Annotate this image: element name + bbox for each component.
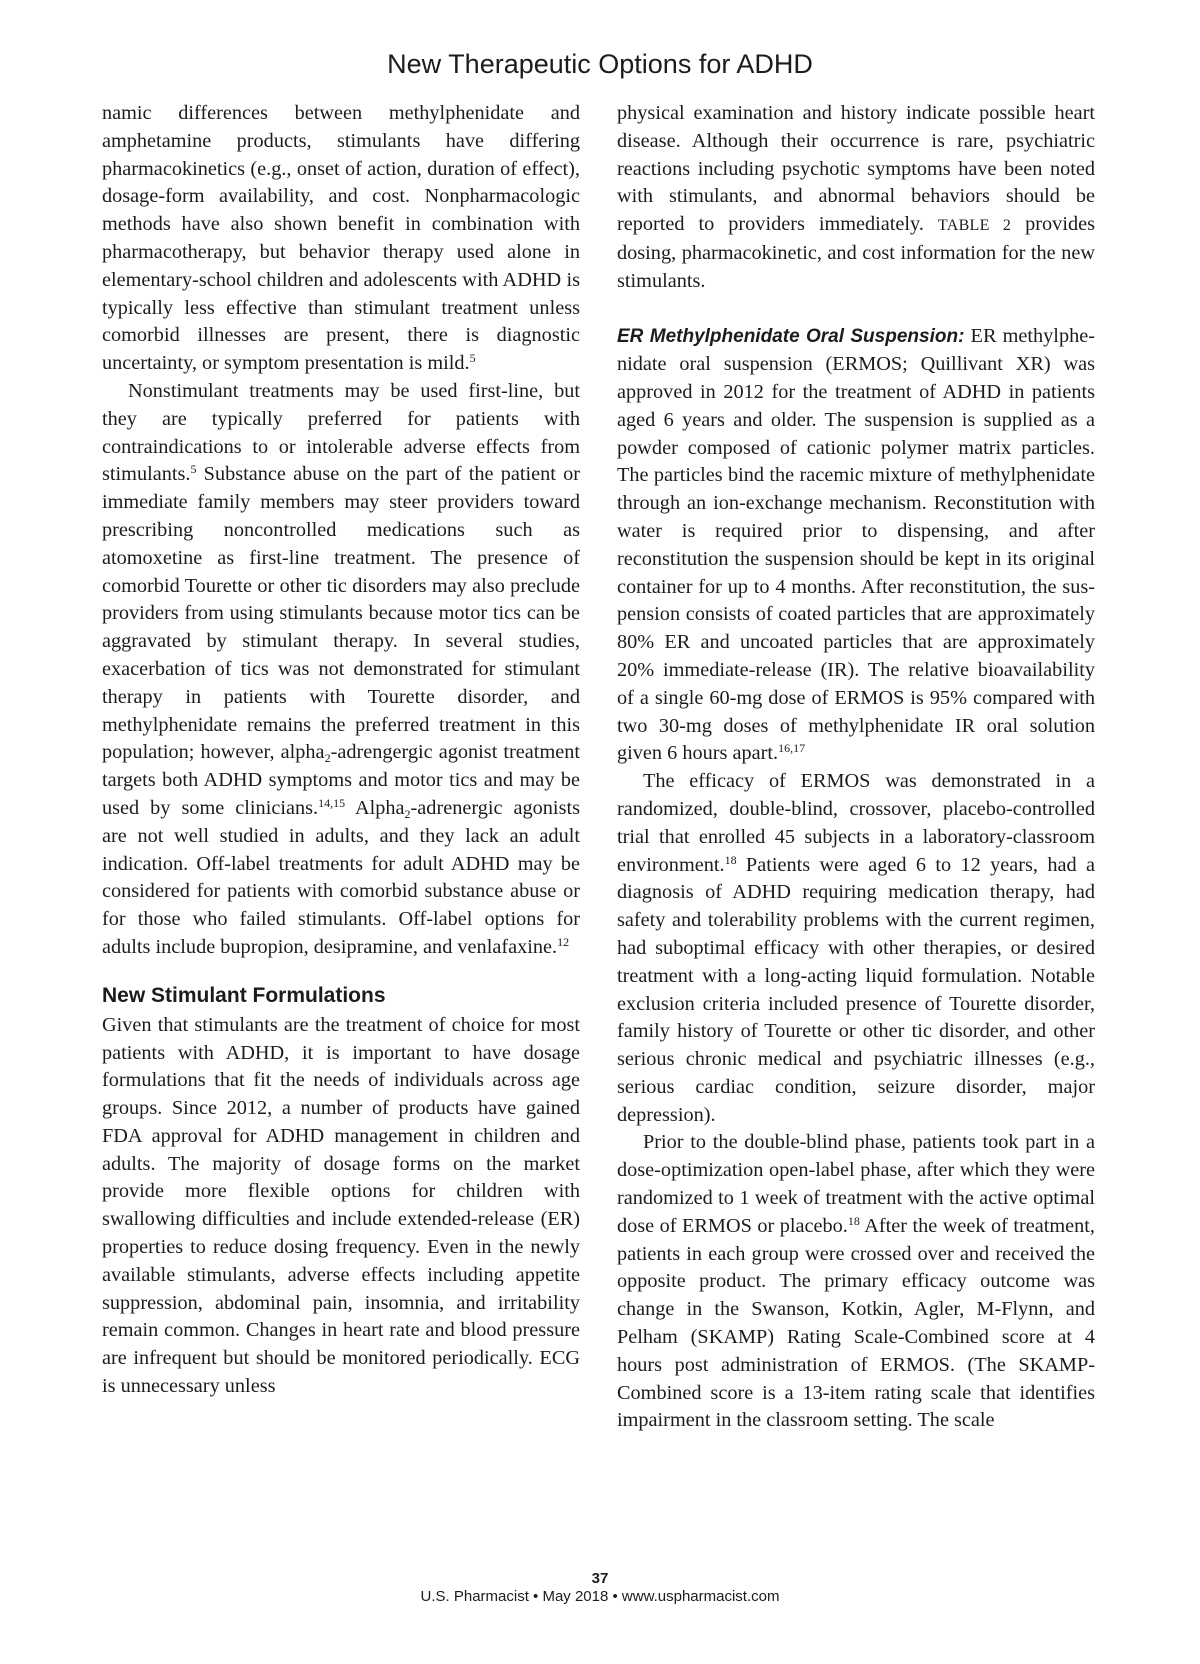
paragraph-text: Substance abuse on the part of the patient or immediate family members may steer providers toward prescribing noncontrolled medications such as atomoxetine as first-line treatment. The presence of comorbid Tourette or other tic disorders may also preclude providers from using stimulants because motor tics can be aggravated by stimulant therapy. In several studies, exacerbation of tics was not demonstrated for stimulant therapy in patients with Tourette disorder, and methylphenidate remains the preferred treatment in this population; however, alpha — [102, 463, 580, 764]
running-head-title: New Therapeutic Options for ADHD — [387, 49, 813, 79]
table-reference: TABLE 2 — [937, 217, 1012, 235]
paragraph-text: provides dosing, pharmacokinetic, and cost information for the new stimulants. — [617, 213, 1095, 292]
reference-superscript: 18 — [847, 1213, 860, 1228]
paragraph — [102, 100, 580, 378]
paragraph-text: After the week of treatment, patients in each group were crossed over and received the opposite product. The primary efficacy outcome was change in the Swanson, Kotkin, Agler, M-Flynn, and Pelham (SKAMP) Rating Scale-Combined score at 4 hours post administration of ERMOS. (The SKAMP-Combined score is a 13-item rating scale that identifies impairment in the classroom setting. The scale — [617, 1214, 1095, 1432]
subscript: 2 — [324, 751, 331, 766]
paragraph-text: physical examination and history indicate possible heart disease. Although their occurrence is rare, psychiatric reactions including psychotic symptoms have been noted with stimulants, and abnormal behaviors should be reported to providers immediately. — [617, 102, 1095, 236]
left-column — [102, 100, 580, 1401]
reference-superscript: 12 — [557, 934, 570, 949]
paragraph-text: Prior to the double-blind phase, patients took part in a dose-optimization open-label phase, after which they were randomized to 1 week of treatment with the active optimal dose of ERMOS or placebo. — [617, 1131, 1095, 1237]
reference-superscript: 14,15 — [318, 795, 346, 810]
reference-superscript: 5 — [469, 351, 476, 366]
paragraph — [617, 100, 1095, 296]
paragraph — [617, 323, 1095, 768]
page-number: 37 — [591, 1570, 609, 1587]
paragraph — [102, 378, 580, 962]
run-in-heading: ER Methylphenidate Oral Suspension: — [617, 326, 965, 348]
paragraph-text: The efficacy of ERMOS was demonstrated in a randomized, double-blind, crossover, placebo-controlled trial that enrolled 45 subjects in a laboratory-classroom environment. — [617, 770, 1095, 876]
section-heading: New Stimulant Formulations — [102, 983, 386, 1007]
paragraph — [102, 1012, 580, 1401]
reference-superscript: 18 — [724, 852, 737, 867]
paragraph-text: Nonstimulant treatments may be used first-line, but they are typically preferred for patients with contraindications to or intolerable adverse effects from stimulants. — [102, 379, 580, 486]
paragraph-text: ER methylphenidate oral suspension (ERMOS; Quillivant XR) was approved in 2012 for the treatment of ADHD in patients aged 6 years and older. The suspension is supplied as a powder composed of cationic polymer matrix particles. The particles bind the racemic mixture of methylphenidate through an ion-exchange mechanism. Reconstitution with water is required prior to dispensing, and after reconstitution the suspension should be kept in its original container for up to 4 months. After reconstitution, the suspension consists of coated particles that are approximately 80% ER and uncoated particles that are approximately 20% immediate-release (IR). The relative bioavailability of a single 60-mg dose of ERMOS is 95% compared with two 30-mg doses of methylphenidate IR oral solution given 6 hours apart. — [617, 325, 1095, 765]
right-column — [617, 100, 1095, 1435]
paragraph — [617, 1129, 1095, 1435]
subscript: 2 — [404, 806, 411, 821]
paragraph-text: -adrengergic agonist treatment targets both ADHD symptoms and motor tics and may be used by some clinicians. — [102, 741, 580, 819]
paragraph-text: -adrenergic agonists are not well studied in adults, and they lack an adult indication. Off-label treatments for adult ADHD may be considered for patients with comorbid substance abuse or for those who failed stimulants. Off-label options for adults include bupropion, desipramine, and venlafaxine. — [102, 796, 580, 958]
paragraph-text: Given that stimulants are the treatment of choice for most patients with ADHD, it is important to have dosage formulations that fit the needs of individuals across age groups. Since 2012, a number of products have gained FDA approval for ADHD management in children and adults. The majority of dosage forms on the market provide more flexible options for children with swallowing difficulties and include extended-release (ER) properties to reduce dosing frequency. Even in the newly available stimulants, adverse effects including appetite suppression, abdominal pain, insomnia, and irritability remain common. Changes in heart rate and blood pressure are infrequent but should be monitored periodically. ECG is unnecessary unless — [102, 1013, 580, 1398]
publication-footer: U.S. Pharmacist • May 2018 • www.uspharmacist.com — [420, 1588, 780, 1605]
reference-superscript: 16,17 — [778, 741, 806, 756]
paragraph-text: namic differences between methylphenidate and amphetamine products, stimulants have differing pharmacokinetics (e.g., onset of action, duration of effect), dosage-form availability, and cost. Nonpharmacologic methods have also shown benefit in combination with pharmacotherapy, but behavior therapy used alone in elementary-school children and adolescents with ADHD is typically less effective than stimulant treatment unless comorbid illnesses are present, there is diagnostic uncertainty, or symptom presentation is mild. — [102, 102, 580, 375]
paragraph-text: Patients were aged 6 to 12 years, had a diagnosis of ADHD requiring medication therapy, had safety and tolerability problems with the current regimen, had suboptimal efficacy with other therapies, or desired treatment with a long-acting liquid formulation. Notable exclusion criteria included presence of Tourette disorder, family history of Tourette or other tic disorder, and other serious chronic medical and psychiatric illnesses (e.g., serious cardiac condition, seizure disorder, major depression). — [617, 853, 1095, 1126]
paragraph-text: Alpha — [345, 796, 405, 819]
reference-superscript: 5 — [190, 462, 197, 477]
paragraph — [617, 768, 1095, 1129]
